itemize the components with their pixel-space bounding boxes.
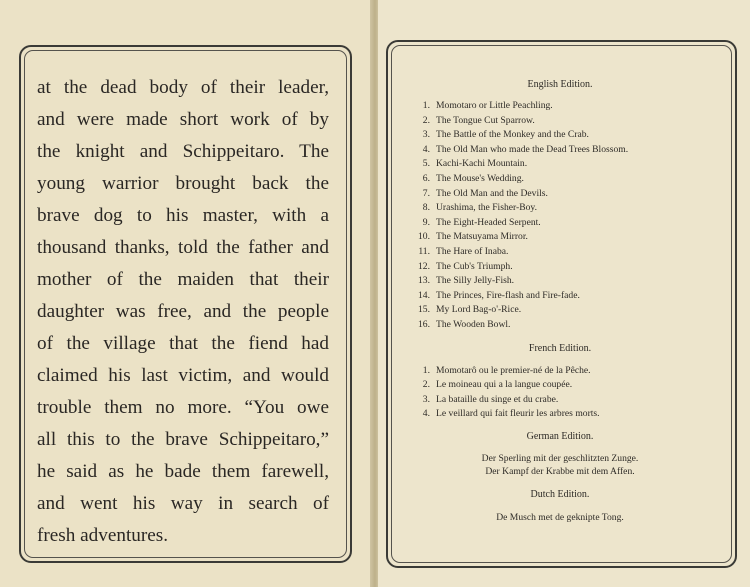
list-item: [396, 230, 724, 245]
editions-catalog: [396, 78, 724, 524]
story-line: at the dead body of their leader,: [37, 77, 329, 98]
story-line: and were made short work of by: [37, 109, 329, 130]
item-title: The Princes, Fire-flash and Fire-fade.: [436, 289, 580, 301]
right-page: [378, 0, 750, 587]
item-number: 15.: [418, 304, 430, 316]
item-number: 3.: [422, 393, 430, 405]
list-item: [396, 114, 724, 129]
item-title: The Tongue Cut Sparrow.: [436, 114, 535, 126]
item-number: 9.: [422, 216, 430, 228]
list-item: [396, 303, 724, 318]
list-item: [396, 128, 724, 143]
list-item: [396, 143, 724, 158]
left-page: [0, 0, 372, 587]
story-line: the knight and Schippeitaro. The: [37, 141, 329, 162]
list-item: [396, 393, 724, 408]
item-number: 14.: [418, 289, 430, 301]
story-line: trouble them no more. “You owe: [37, 397, 329, 418]
item-title: The Cub's Triumph.: [436, 260, 513, 272]
list-item: [396, 216, 724, 231]
item-number: 8.: [422, 202, 430, 214]
item-title: The Wooden Bowl.: [436, 318, 511, 330]
item-number: 13.: [418, 275, 430, 287]
list-item: [396, 201, 724, 216]
list-item: De Musch met de geknipte Tong.: [496, 511, 624, 523]
german-edition-heading: German Edition.: [526, 430, 594, 442]
item-number: 2.: [422, 114, 430, 126]
dutch-edition-list: [396, 511, 724, 524]
list-item: Der Sperling mit der geschlitzten Zunge.: [481, 452, 639, 464]
list-item: [396, 260, 724, 275]
story-line: and went his way in search of: [37, 493, 329, 514]
item-number: 5.: [422, 158, 430, 170]
item-number: 4.: [422, 408, 430, 420]
list-item: [396, 187, 724, 202]
item-title: The Old Man and the Devils.: [436, 187, 548, 199]
item-title: The Silly Jelly-Fish.: [436, 275, 515, 287]
item-title: Momotaro or Little Peachling.: [436, 100, 553, 111]
dutch-edition-heading: Dutch Edition.: [530, 488, 590, 500]
list-item: [396, 378, 724, 393]
list-item: [396, 99, 724, 114]
item-title: La bataille du singe et du crabe.: [436, 393, 559, 405]
item-title: Le moineau qui a la langue coupée.: [436, 379, 573, 391]
list-item: [396, 364, 724, 379]
item-title: The Mouse's Wedding.: [436, 172, 524, 184]
english-edition-heading: English Edition.: [527, 79, 593, 90]
item-title: The Hare of Inaba.: [436, 245, 509, 257]
story-line: daughter was free, and the people: [37, 301, 329, 322]
english-edition-list: [396, 99, 724, 333]
story-line: all this to the brave Schippeitaro,”: [37, 429, 329, 450]
story-line: brave dog to his master, with a: [37, 205, 329, 226]
item-number: 11.: [418, 245, 430, 257]
german-edition-list: [396, 452, 724, 478]
french-edition-list: [396, 364, 724, 422]
list-item: Der Kampf der Krabbe mit dem Affen.: [485, 465, 635, 477]
story-line: thousand thanks, told the father and: [37, 237, 329, 258]
item-title: The Eight-Headed Serpent.: [436, 216, 541, 228]
item-title: Urashima, the Fisher-Boy.: [436, 202, 537, 214]
item-number: 1.: [422, 100, 430, 111]
item-number: 6.: [422, 172, 430, 184]
item-number: 16.: [418, 318, 430, 330]
item-title: The Matsuyama Mirror.: [436, 231, 528, 243]
list-item: [396, 274, 724, 289]
item-number: 1.: [422, 364, 430, 376]
french-edition-heading: French Edition.: [528, 342, 592, 354]
story-line: claimed his last victim, and would: [37, 365, 329, 386]
list-item: [396, 318, 724, 333]
item-title: Le veillard qui fait fleurir les arbres morts.: [436, 408, 600, 420]
story-line: young warrior brought back the: [37, 173, 329, 194]
item-title: Momotarô ou le premier-né de la Pêche.: [436, 364, 591, 376]
item-title: The Battle of the Monkey and the Crab.: [436, 129, 589, 141]
item-title: Kachi-Kachi Mountain.: [436, 158, 528, 170]
item-number: 2.: [422, 379, 430, 391]
item-title: The Old Man who made the Dead Trees Blossom.: [436, 143, 629, 155]
list-item: [396, 289, 724, 304]
list-item: [396, 172, 724, 187]
story-line: he said as he bade them farewell,: [37, 461, 329, 482]
list-item: [396, 245, 724, 260]
story-line: fresh adventures.: [37, 525, 169, 546]
item-title: My Lord Bag-o'-Rice.: [436, 304, 522, 316]
story-line: of the village that the fiend had: [37, 333, 329, 354]
list-item: [396, 407, 724, 422]
item-number: 10.: [418, 231, 430, 243]
item-number: 4.: [422, 143, 430, 155]
item-number: 3.: [422, 129, 430, 141]
item-number: 7.: [422, 187, 430, 199]
list-item: [396, 157, 724, 172]
item-number: 12.: [418, 260, 430, 272]
story-line: mother of the maiden that their: [37, 269, 329, 290]
story-text: [37, 72, 329, 552]
